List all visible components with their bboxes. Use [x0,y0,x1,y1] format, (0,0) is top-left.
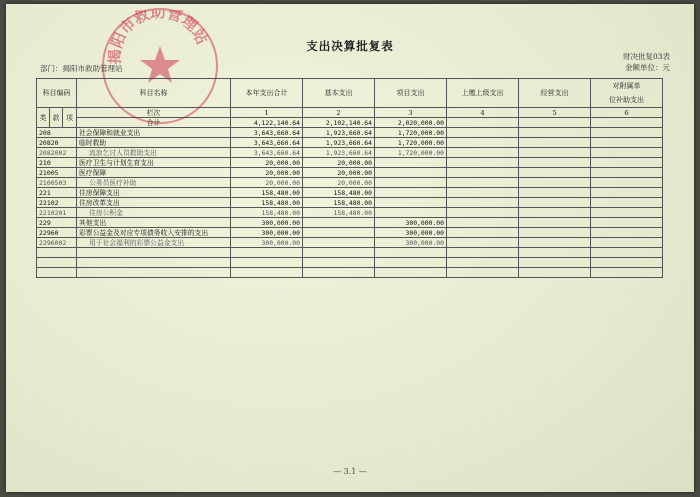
row-empty-cell [447,158,519,168]
row-empty-cell [447,148,519,158]
total-project: 2,020,000.00 [375,118,447,128]
row-empty-cell [591,138,663,148]
department-label: 部门：揭阳市救助管理站 [40,64,123,73]
row-total: 158,480.00 [231,198,303,208]
row-empty-cell [519,148,591,158]
row-basic: 20,000.00 [303,178,375,188]
col-num-1: 1 [231,108,303,118]
code-part-kuan: 款 [50,108,63,128]
blank-row [37,268,663,278]
blank-cell [519,268,591,278]
row-name: 公务员医疗补助 [77,178,231,188]
row-empty-cell [591,218,663,228]
row-total: 158,480.00 [231,208,303,218]
table-row [37,198,663,208]
header-basic: 基本支出 [303,79,375,108]
table-row [37,138,663,148]
total-row [37,118,663,128]
blank-cell [447,268,519,278]
header-subsidy-line2: 位补助支出 [609,96,644,104]
page-number: — 3.1 — [333,467,367,476]
row-basic [303,218,375,228]
header-code: 科目编码 [37,79,77,108]
blank-cell [375,268,447,278]
column-index-row [37,108,663,118]
blank-cell [591,248,663,258]
row-total: 300,000.00 [231,228,303,238]
row-total: 300,000.00 [231,238,303,248]
table-body [37,128,663,248]
blank-cell [303,268,375,278]
header-project: 项目支出 [375,79,447,108]
row-empty-cell [447,188,519,198]
row-empty-cell [519,168,591,178]
svg-text:揭阳市救助管理站: 揭阳市救助管理站 [105,10,212,65]
row-code: 2210201 [37,208,77,218]
header-operating: 经营支出 [519,79,591,108]
row-project: 300,000.00 [375,228,447,238]
row-empty-cell [591,128,663,138]
row-empty-cell [591,198,663,208]
header-subsidy-line1: 对附属单 [612,82,641,90]
row-code: 2296002 [37,238,77,248]
blank-cell [231,258,303,268]
blank-cell [447,248,519,258]
total-basic: 2,102,140.64 [303,118,375,128]
blank-cell [231,268,303,278]
row-empty-cell [447,218,519,228]
row-total: 158,480.00 [231,188,303,198]
row-project [375,208,447,218]
row-name: 用于社会福利的彩票公益金支出 [77,238,231,248]
document-title: 支出决算批复表 [306,39,394,53]
row-empty-cell [519,158,591,168]
blank-row [37,248,663,258]
row-basic [303,228,375,238]
header-name: 科目名称 [77,79,231,108]
row-basic [303,238,375,248]
column-index-label: 栏次 [77,108,231,118]
row-project [375,178,447,188]
header-total: 本年支出合计 [231,79,303,108]
row-basic: 158,480.00 [303,188,375,198]
row-code: 21005 [37,168,77,178]
row-empty-cell [447,178,519,188]
row-empty-cell [519,138,591,148]
blank-cell [37,268,77,278]
row-name: 临时救助 [77,138,231,148]
row-name: 医疗保障 [77,168,231,178]
row-project: 1,720,000.00 [375,128,447,138]
row-empty-cell [447,138,519,148]
row-total: 3,643,660.64 [231,138,303,148]
row-empty-cell [591,158,663,168]
row-empty-cell [591,228,663,238]
table-row [37,168,663,178]
code-part-lei: 类 [37,108,50,128]
table-header-row [37,79,663,108]
row-empty-cell [447,208,519,218]
total-sum: 4,122,140.64 [231,118,303,128]
row-empty-cell [591,148,663,158]
code-part-xiang: 项 [63,108,77,128]
table-row [37,158,663,168]
table-row [37,238,663,248]
row-project: 1,720,000.00 [375,148,447,158]
row-name: 社会保障和就业支出 [77,128,231,138]
expenditure-table [36,78,663,278]
row-empty-cell [447,228,519,238]
blank-cell [231,248,303,258]
row-empty-cell [591,188,663,198]
row-total: 3,643,660.64 [231,148,303,158]
table-row [37,228,663,238]
empty-rows [37,248,663,278]
form-number: 财决批复03表 [622,52,670,61]
row-basic: 158,480.00 [303,198,375,208]
row-name: 住房改革支出 [77,198,231,208]
blank-cell [447,258,519,268]
row-project [375,198,447,208]
row-code: 2100503 [37,178,77,188]
row-project [375,168,447,178]
table-row [37,128,663,138]
row-code: 2082002 [37,148,77,158]
row-project: 1,720,000.00 [375,138,447,148]
row-code: 22960 [37,228,77,238]
row-project: 300,000.00 [375,218,447,228]
total-label: 合计 [77,118,231,128]
row-code: 20820 [37,138,77,148]
row-total: 20,000.00 [231,168,303,178]
row-basic: 158,480.00 [303,208,375,218]
amount-unit: 金额单位：元 [625,63,670,72]
row-empty-cell [447,198,519,208]
row-project [375,158,447,168]
col-num-3: 3 [375,108,447,118]
row-empty-cell [519,188,591,198]
row-empty-cell [519,218,591,228]
table-row [37,148,663,158]
table-row [37,178,663,188]
col-num-6: 6 [591,108,663,118]
document-page [6,4,694,492]
header-upper: 上缴上级支出 [447,79,519,108]
col-num-2: 2 [303,108,375,118]
blank-cell [375,248,447,258]
row-empty-cell [519,198,591,208]
table-row [37,218,663,228]
row-empty-cell [519,228,591,238]
row-code: 221 [37,188,77,198]
table-row [37,208,663,218]
col-num-4: 4 [447,108,519,118]
row-basic: 1,923,660.64 [303,148,375,158]
row-empty-cell [591,178,663,188]
row-basic: 20,000.00 [303,158,375,168]
blank-cell [77,258,231,268]
row-name: 流浪乞讨人员救助支出 [77,148,231,158]
row-name: 其他支出 [77,218,231,228]
row-code: 210 [37,158,77,168]
blank-cell [303,248,375,258]
blank-cell [591,258,663,268]
blank-cell [37,248,77,258]
blank-cell [77,248,231,258]
row-total: 20,000.00 [231,158,303,168]
row-total: 3,643,660.64 [231,128,303,138]
row-empty-cell [447,128,519,138]
row-code: 208 [37,128,77,138]
table-row [37,188,663,198]
col-num-5: 5 [519,108,591,118]
row-basic: 1,923,660.64 [303,138,375,148]
row-code: 229 [37,218,77,228]
row-empty-cell [591,168,663,178]
blank-cell [591,268,663,278]
blank-cell [519,258,591,268]
row-empty-cell [519,178,591,188]
row-empty-cell [447,238,519,248]
row-empty-cell [519,238,591,248]
header-subsidy [591,79,663,108]
row-project [375,188,447,198]
blank-cell [375,258,447,268]
row-project: 300,000.00 [375,238,447,248]
row-name: 住房保障支出 [77,188,231,198]
row-total: 20,000.00 [231,178,303,188]
row-basic: 20,000.00 [303,168,375,178]
row-empty-cell [591,208,663,218]
blank-cell [37,258,77,268]
blank-row [37,258,663,268]
row-name: 住房公积金 [77,208,231,218]
row-code: 22102 [37,198,77,208]
blank-cell [519,248,591,258]
row-total: 300,000.00 [231,218,303,228]
row-empty-cell [519,208,591,218]
row-basic: 1,923,660.64 [303,128,375,138]
blank-cell [303,258,375,268]
row-empty-cell [519,128,591,138]
row-empty-cell [591,238,663,248]
row-name: 彩票公益金及对应专项债务收入安排的支出 [77,228,231,238]
row-name: 医疗卫生与计划生育支出 [77,158,231,168]
blank-cell [77,268,231,278]
row-empty-cell [447,168,519,178]
